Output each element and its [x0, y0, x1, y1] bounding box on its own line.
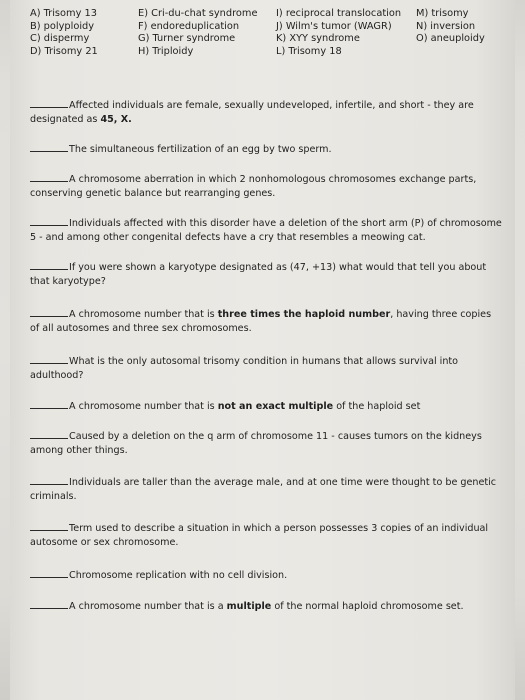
- question-text: Chromosome replication with no cell division.: [69, 570, 288, 581]
- choice-d: D) Trisomy 21: [30, 45, 98, 57]
- question-5: [30, 259, 502, 289]
- question-text: Term used to describe a situation in which a person possesses 3 copies of an individual autosome or sex chromosome.: [30, 523, 489, 548]
- choices-column-1: [30, 8, 98, 58]
- answer-blank[interactable]: [30, 171, 68, 182]
- question-text-pre: A chromosome number that is: [69, 309, 218, 320]
- choice-c: C) dispermy: [30, 33, 90, 45]
- worksheet-page: [10, 0, 515, 700]
- answer-blank[interactable]: [30, 97, 68, 108]
- question-text: , having three copies of all autosomes and three sex chromosomes.: [30, 309, 492, 334]
- answer-blank[interactable]: [30, 306, 68, 317]
- question-7: [30, 353, 502, 383]
- choice-k: K) XYY syndrome: [276, 33, 360, 45]
- choice-b: B) polyploidy: [30, 20, 95, 32]
- question-text: of the haploid set: [333, 401, 421, 412]
- answer-blank[interactable]: [30, 567, 68, 578]
- choice-j: J) Wilm's tumor (WAGR): [276, 20, 392, 32]
- choice-e: E) Cri-du-chat syndrome: [138, 8, 258, 19]
- choice-g: G) Turner syndrome: [138, 33, 236, 45]
- choice-o: O) aneuploidy: [416, 33, 485, 45]
- choice-h: H) Triploidy: [138, 45, 194, 57]
- question-text-pre: A chromosome number that is a: [69, 601, 227, 612]
- answer-blank[interactable]: [30, 398, 68, 409]
- question-9: [30, 428, 502, 458]
- question-text: What is the only autosomal trisomy condition in humans that allows survival into adulthood?: [30, 356, 459, 381]
- answer-blank[interactable]: [30, 428, 68, 439]
- question-bold: three times the haploid number: [217, 309, 391, 320]
- question-13: [30, 598, 502, 614]
- question-11: [30, 520, 502, 550]
- question-text: Individuals are taller than the average male, and at one time were thought to be genetic criminals.: [30, 477, 497, 502]
- answer-blank[interactable]: [30, 259, 68, 270]
- question-text: If you were shown a karyotype designated as (47, +13) what would that tell you about that karyotype?: [30, 262, 487, 287]
- question-bold: 45, X.: [100, 114, 132, 125]
- choice-i: I) reciprocal translocation: [276, 8, 402, 19]
- answer-blank[interactable]: [30, 598, 68, 609]
- choice-f: F) endoreduplication: [138, 20, 240, 32]
- question-text: A chromosome aberration in which 2 nonhomologous chromosomes exchange parts, conserving genetic balance but rearranging genes.: [30, 174, 477, 199]
- question-6: [30, 306, 502, 336]
- choice-m: M) trisomy: [416, 8, 469, 19]
- question-1: [30, 97, 502, 127]
- question-text: Individuals affected with this disorder have a deletion of the short arm (P) of chromosome 5 - and among other congenital defects have a cry that resembles a meowing cat.: [30, 218, 502, 243]
- question-bold: not an exact multiple: [217, 401, 334, 412]
- question-text: of the normal haploid chromosome set.: [271, 601, 464, 612]
- question-2: [30, 141, 502, 157]
- choice-a: A) Trisomy 13: [30, 8, 97, 19]
- choice-l: L) Trisomy 18: [276, 45, 342, 57]
- question-12: [30, 567, 502, 583]
- question-text: Affected individuals are female, sexually undeveloped, infertile, and short - they are designated as: [30, 100, 474, 125]
- question-8: [30, 398, 502, 414]
- question-4: [30, 215, 502, 245]
- answer-blank[interactable]: [30, 141, 68, 152]
- choices-column-3: [276, 8, 401, 58]
- answer-blank[interactable]: [30, 215, 68, 226]
- question-3: [30, 171, 502, 201]
- question-10: [30, 474, 502, 504]
- question-bold: multiple: [226, 601, 272, 612]
- choices-column-2: [138, 8, 257, 58]
- answer-blank[interactable]: [30, 353, 68, 364]
- choice-n: N) inversion: [416, 20, 476, 32]
- choices-column-4: [416, 8, 485, 46]
- question-text: Caused by a deletion on the q arm of chromosome 11 - causes tumors on the kidneys among other things.: [30, 431, 482, 456]
- answer-blank[interactable]: [30, 474, 68, 485]
- answer-blank[interactable]: [30, 520, 68, 531]
- question-text-pre: A chromosome number that is: [69, 401, 218, 412]
- question-text: The simultaneous fertilization of an egg by two sperm.: [69, 144, 332, 155]
